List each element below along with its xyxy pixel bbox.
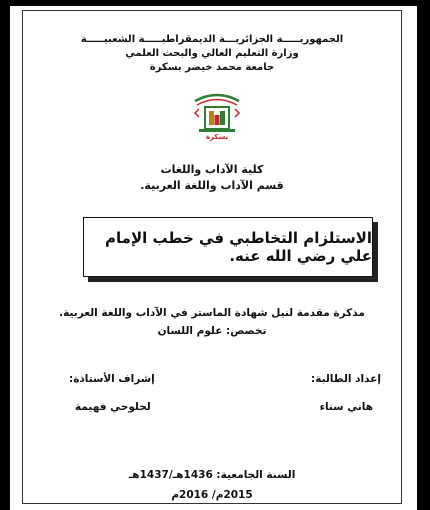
student-label: إعداد الطالبة: (311, 373, 381, 385)
page-border (22, 10, 402, 504)
university-line: جامعة محمد خيضر بسكرة (149, 62, 275, 73)
faculty-name: كلية الآداب واللغات (160, 163, 264, 176)
student-name: هاني سناء (319, 401, 373, 413)
academic-year-hijri: السنة الجامعية: 1436هـ/1437هـ (128, 469, 296, 481)
document-page (10, 6, 417, 510)
ministry-line: وزارة التعليم العالي والبحث العلمي (125, 48, 299, 59)
memo-purpose: مذكرة مقدمة لنيل شهادة الماستر في الآداب واللغة العربية. (59, 307, 365, 319)
memo-specialty: تخصص: علوم اللسان (157, 325, 267, 337)
university-logo (191, 87, 243, 145)
department-name: قسم الآداب واللغة العربية. (140, 179, 284, 192)
thesis-title-box (83, 217, 373, 277)
academic-year-gregorian: 2015م/ 2016م (171, 489, 253, 501)
logo-caption: بسكرة (205, 133, 229, 141)
republic-line: الجمهوريـــــة الجزائريـــة الديمقراطيـــــة الشعبيـــــة (80, 34, 344, 45)
supervisor-label: إشراف الأستاذة: (69, 373, 155, 385)
thesis-title: الاستلزام التخاطبي في خطب الإمام علي رضي الله عنه. (105, 229, 372, 265)
supervisor-name: لحلوحي فهيمة (75, 401, 151, 413)
